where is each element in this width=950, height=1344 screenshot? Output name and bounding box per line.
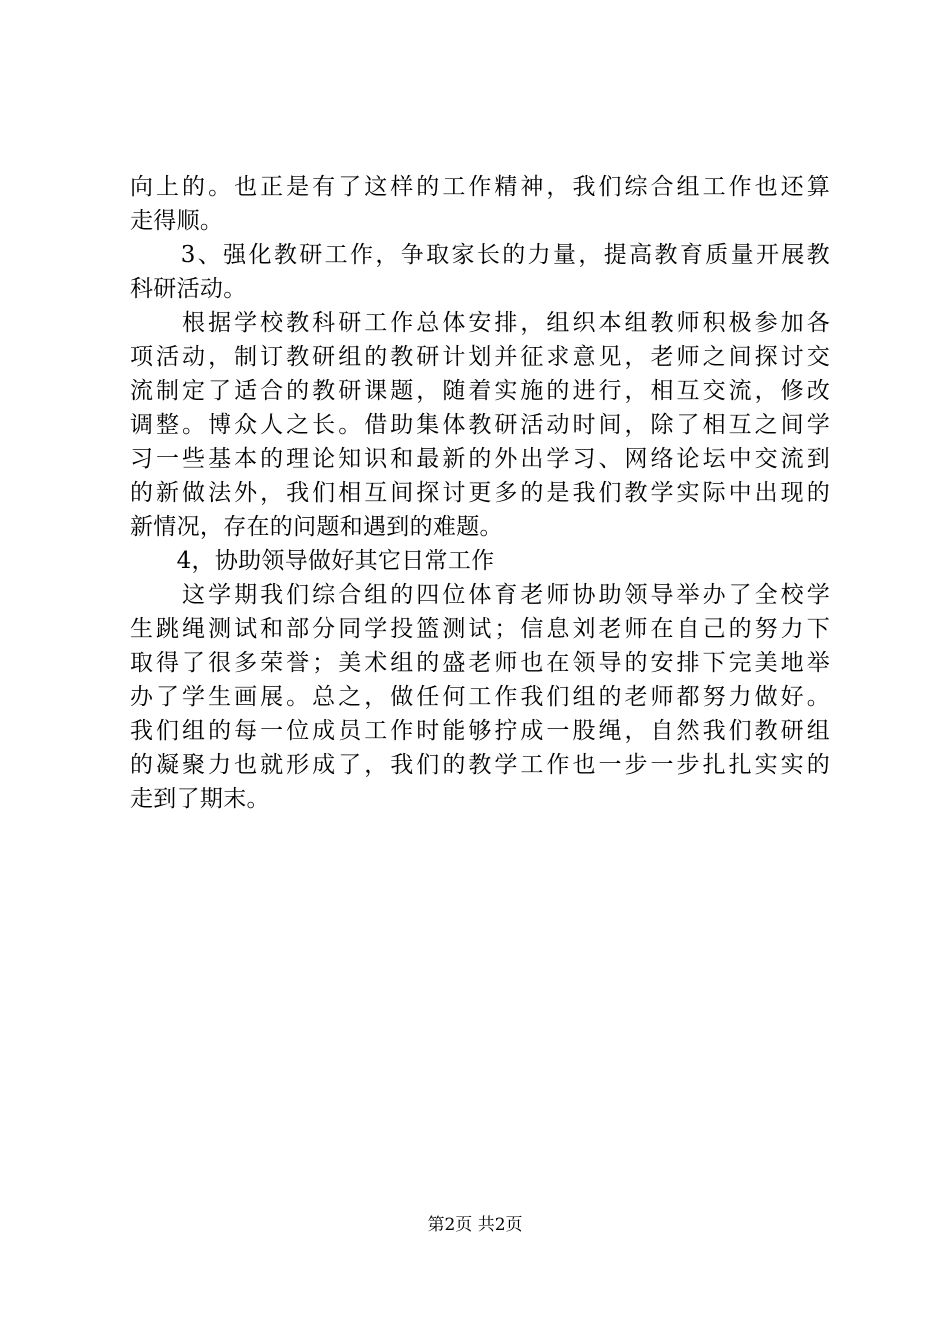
- text-line: 生跳绳测试和部分同学投篮测试；信息刘老师在自己的努力下: [130, 616, 830, 642]
- text-line: 办了学生画展。总之，做任何工作我们组的老师都努力做好。: [130, 684, 830, 710]
- section-heading: 4，协助领导做好其它日常工作: [130, 548, 495, 574]
- text-line: 习一些基本的理论知识和最新的外出学习、网络论坛中交流到: [130, 446, 830, 472]
- text-line: 的凝聚力也就形成了，我们的教学工作也一步一步扎扎实实的: [130, 752, 830, 778]
- text-line: 流制定了适合的教研课题，随着实施的进行，相互交流，修改: [130, 378, 830, 404]
- text-line: 项活动，制订教研组的教研计划并征求意见，老师之间探讨交: [130, 344, 830, 370]
- text-line: 向上的。也正是有了这样的工作精神，我们综合组工作也还算: [130, 174, 830, 200]
- text-line: 走到了期末。: [130, 786, 270, 812]
- text-line: 根据学校教科研工作总体安排，组织本组教师积极参加各: [130, 310, 830, 336]
- text-line: 新情况，存在的问题和遇到的难题。: [130, 514, 503, 540]
- text-line: 科研活动。: [130, 276, 247, 302]
- page-footer: 第2页 共2页: [427, 1215, 523, 1235]
- text-line: 3、强化教研工作，争取家长的力量，提高教育质量开展教: [130, 242, 830, 268]
- text-line: 取得了很多荣誉；美术组的盛老师也在领导的安排下完美地举: [130, 650, 830, 676]
- body-text: [130, 170, 830, 816]
- text-line: 我们组的每一位成员工作时能够拧成一股绳，自然我们教研组: [130, 718, 830, 744]
- text-line: 这学期我们综合组的四位体育老师协助领导举办了全校学: [130, 582, 830, 608]
- text-line: 的新做法外，我们相互间探讨更多的是我们教学实际中出现的: [130, 480, 830, 506]
- text-line: 走得顺。: [130, 208, 224, 234]
- text-line: 调整。博众人之长。借助集体教研活动时间，除了相互之间学: [130, 412, 830, 438]
